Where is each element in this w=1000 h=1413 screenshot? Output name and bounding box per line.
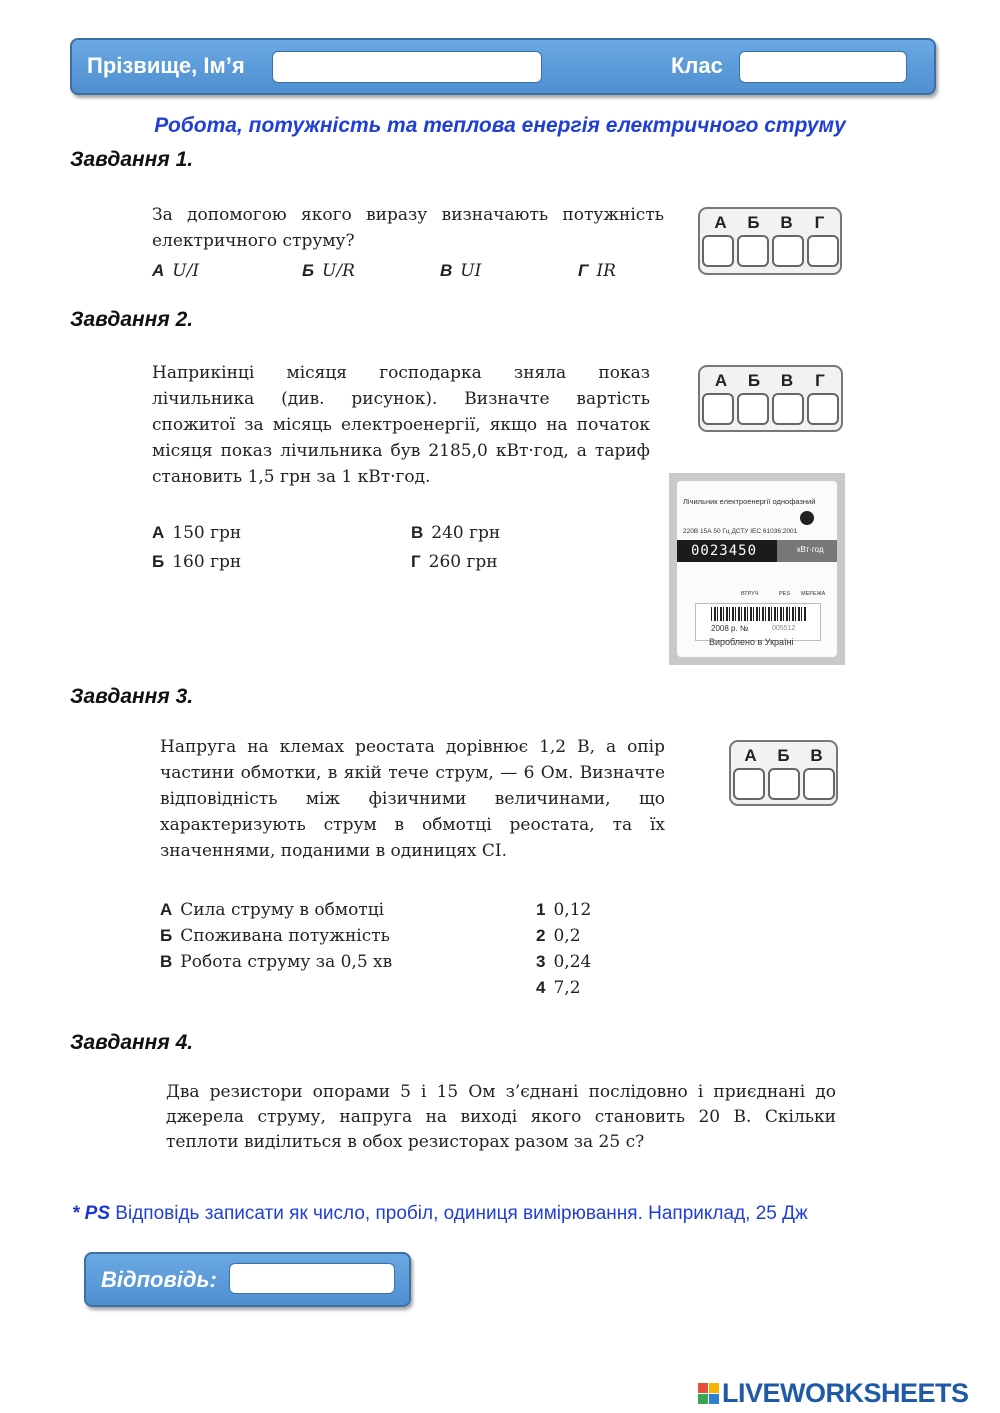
answer-cell[interactable] bbox=[737, 235, 769, 267]
page-title: Робота, потужність та теплова енергія електричного струму bbox=[154, 114, 846, 137]
answer-letter: Б bbox=[747, 213, 760, 232]
answer-letter: Б bbox=[747, 371, 761, 390]
task1-answer-box bbox=[698, 207, 842, 275]
task3-answer-box bbox=[729, 740, 838, 806]
task2-option-b bbox=[152, 549, 241, 575]
task1-text: За допомогою якого виразу визначають потужність електричного струму? bbox=[152, 205, 664, 251]
task3-right-2 bbox=[536, 923, 581, 949]
ps-note bbox=[72, 1203, 808, 1225]
option-value: 0,12 bbox=[553, 900, 592, 920]
task3-left-c bbox=[160, 949, 392, 975]
electricity-meter-image bbox=[669, 473, 845, 665]
option-value: 0,2 bbox=[553, 926, 581, 946]
option-value: Сила струму в обмотці bbox=[180, 900, 385, 920]
meter-year: 2008 р. № bbox=[711, 624, 749, 633]
meter-spec: 220В 15А 50 Гц ДСТУ IEC 61036:2001 bbox=[683, 528, 798, 535]
name-input[interactable] bbox=[272, 51, 542, 83]
logo-icon bbox=[698, 1383, 719, 1404]
option-value: 260 грн bbox=[428, 552, 498, 572]
meter-mark: ВТРУЧ bbox=[741, 591, 759, 597]
meter-unit: кВт·год bbox=[797, 545, 824, 554]
task3-right-1 bbox=[536, 897, 591, 923]
answer-letter: В bbox=[780, 371, 794, 390]
option-value: 150 грн bbox=[172, 523, 242, 543]
answer-letter: А bbox=[714, 371, 728, 390]
option-value: U/R bbox=[322, 261, 355, 281]
answer-letter: Б bbox=[777, 746, 790, 765]
task3-left-b bbox=[160, 923, 390, 949]
option-value: Робота струму за 0,5 хв bbox=[180, 952, 393, 972]
option-letter: Г bbox=[578, 261, 589, 280]
answer-bar bbox=[84, 1252, 411, 1307]
option-value: U/I bbox=[172, 261, 200, 281]
answer-letter: Г bbox=[814, 213, 825, 232]
answer-cell[interactable] bbox=[733, 768, 765, 800]
task2-option-a bbox=[152, 520, 241, 546]
option-value: 0,24 bbox=[553, 952, 592, 972]
option-letter: 1 bbox=[536, 900, 546, 919]
task4-text: Два резистори опорами 5 і 15 Ом з’єднані послідовно і приєднані до джерела струму, напруга на виході якого становить 20 В. Скільки теплоти виділиться в обох резисторах разом за 25 с? bbox=[166, 1082, 836, 1152]
option-value: Споживана потужність bbox=[180, 926, 390, 946]
task2-option-d bbox=[411, 549, 498, 575]
task3-right-3 bbox=[536, 949, 591, 975]
option-letter: В bbox=[440, 261, 453, 280]
option-letter: А bbox=[152, 261, 165, 280]
answer-letter: В bbox=[810, 746, 823, 765]
meter-title: Лічильник електроенергії однофазний bbox=[683, 497, 816, 506]
answer-cell[interactable] bbox=[803, 768, 835, 800]
liveworksheets-logo bbox=[698, 1378, 969, 1409]
option-letter: А bbox=[160, 900, 173, 919]
barcode bbox=[711, 607, 807, 621]
task3-heading: Завдання 3. bbox=[70, 685, 194, 708]
option-value: 240 грн bbox=[431, 523, 501, 543]
task2-answer-box bbox=[698, 365, 843, 432]
answer-letter: Г bbox=[815, 371, 825, 390]
task3-text: Напруга на клемах реостата дорівнює 1,2 В, а опір частини обмотки, в якій тече струм, — 6 Ом. Визначте відповідність між фізичними величинами, що характеризують струм в обмотці реостата, та їх значеннями, поданими в одиницях СІ. bbox=[160, 737, 665, 861]
answer-label: Відповідь: bbox=[101, 1267, 217, 1292]
header-bar bbox=[70, 38, 936, 95]
answer-cell[interactable] bbox=[772, 235, 804, 267]
name-label: Прізвище, Ім’я bbox=[87, 53, 245, 78]
option-letter: Б bbox=[160, 926, 173, 945]
option-letter: В bbox=[160, 952, 173, 971]
option-value: 160 грн bbox=[172, 552, 242, 572]
option-letter: В bbox=[411, 523, 424, 542]
logo-text: LIVEWORKSHEETS bbox=[722, 1378, 969, 1408]
meter-mark: PES bbox=[779, 591, 791, 597]
answer-input[interactable] bbox=[229, 1263, 395, 1294]
task3-left-a bbox=[160, 897, 384, 923]
task2-option-c bbox=[411, 520, 500, 546]
option-letter: Г bbox=[411, 552, 421, 571]
certification-icon bbox=[800, 511, 814, 525]
meter-serial: 005512 bbox=[772, 625, 796, 632]
option-value: IR bbox=[596, 261, 616, 281]
answer-cell[interactable] bbox=[768, 768, 800, 800]
ps-text: Відповідь записати як число, пробіл, одиниця вимірювання. Наприклад, 25 Дж bbox=[110, 1203, 808, 1224]
option-letter: 2 bbox=[536, 926, 546, 945]
answer-cell[interactable] bbox=[772, 393, 804, 425]
answer-cell[interactable] bbox=[807, 393, 839, 425]
task2-heading: Завдання 2. bbox=[70, 308, 194, 331]
meter-made: Вироблено в Україні bbox=[709, 637, 794, 647]
option-letter: Б bbox=[152, 552, 165, 571]
option-letter: 4 bbox=[536, 978, 546, 997]
answer-letter: А bbox=[744, 746, 757, 765]
class-label: Клас bbox=[671, 53, 723, 78]
meter-mark: МЕРЕЖА bbox=[801, 591, 826, 597]
answer-letter: А bbox=[714, 213, 727, 232]
answer-cell[interactable] bbox=[807, 235, 839, 267]
option-letter: Б bbox=[302, 261, 315, 280]
option-value: UI bbox=[460, 261, 482, 281]
answer-letter: В bbox=[780, 213, 793, 232]
option-letter: 3 bbox=[536, 952, 546, 971]
option-letter: А bbox=[152, 523, 165, 542]
class-input[interactable] bbox=[739, 51, 907, 83]
meter-reading: 0023450 bbox=[691, 543, 758, 559]
answer-cell[interactable] bbox=[702, 393, 734, 425]
task2-text: Наприкінці місяця господарка зняла показ лічильника (див. рисунок). Визначте вартість спожитої за місяць електроенергії, якщо на початок місяця показ лічильника був 2185,0 кВт·год, а тариф становить 1,5 грн за 1 кВт·год. bbox=[152, 363, 650, 487]
answer-cell[interactable] bbox=[702, 235, 734, 267]
task4-heading: Завдання 4. bbox=[70, 1031, 194, 1054]
answer-cell[interactable] bbox=[737, 393, 769, 425]
option-value: 7,2 bbox=[553, 978, 581, 998]
task1-heading: Завдання 1. bbox=[70, 148, 194, 171]
task3-right-4 bbox=[536, 975, 581, 1001]
ps-mark: * PS bbox=[72, 1203, 111, 1224]
